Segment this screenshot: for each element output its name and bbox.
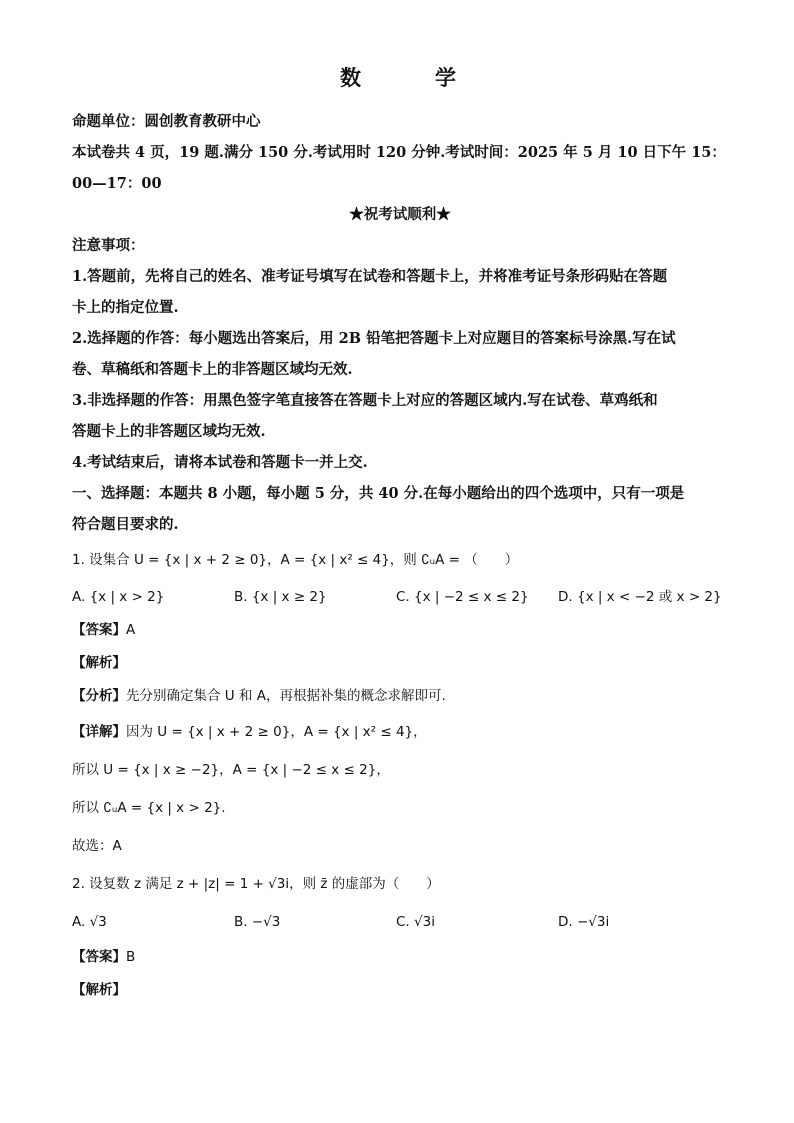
exam-info-line-1: 本试卷共 4 页，19 题.满分 150 分.考试用时 120 分钟.考试时间：2025 年 5 月 10 日下午 15：: [72, 144, 726, 161]
note-3-line-2: 答题卡上的非答题区域均无效.: [72, 423, 266, 440]
title-char-1: 数: [340, 65, 365, 90]
question-1-fenxi: [72, 680, 728, 713]
page-title: [72, 62, 728, 92]
question-2-analysis-tag: 【解析】: [72, 982, 126, 998]
note-1-line-2: 卡上的指定位置.: [72, 299, 179, 316]
question-2-option-b: B. −√3: [234, 914, 281, 930]
section-heading-line-2: 符合题目要求的.: [72, 516, 179, 533]
question-1-option-d: D. {x | x < −2 或 x > 2}: [558, 589, 722, 605]
question-2-stem: 2. 设复数 z 满足 z + |z| = 1 + √3i，则 z̄ 的虚部为（ ）: [72, 876, 440, 892]
fenxi-tag: 【分析】: [72, 688, 126, 704]
question-1-step-3: 所以 ∁ᵤA = {x | x > 2}.: [72, 800, 226, 816]
title-char-2: 学: [435, 65, 460, 90]
answer-tag: 【答案】: [72, 949, 126, 965]
note-2-line-2: 卷、草稿纸和答题卡上的非答题区域均无效.: [72, 361, 353, 378]
question-2-answer: [72, 941, 728, 974]
detail-tag: 【详解】: [72, 724, 126, 740]
question-1-answer: [72, 614, 728, 647]
question-1-option-c: C. {x | −2 ≤ x ≤ 2}: [396, 589, 529, 605]
answer-value: A: [126, 622, 136, 638]
answer-value: B: [126, 949, 136, 965]
note-3-line-1: 3.非选择题的作答：用黑色签字笔直接答在答题卡上对应的答题区域内.写在试卷、草鸡纸和: [72, 392, 658, 409]
note-4: 4.考试结束后，请将本试卷和答题卡一并上交.: [72, 454, 368, 471]
answer-tag: 【答案】: [72, 622, 126, 638]
question-1-analysis-tag: 【解析】: [72, 655, 126, 671]
question-2-option-d: D. −√3i: [558, 914, 610, 930]
question-2-option-c: C. √3i: [396, 914, 435, 930]
question-1-stem: 1. 设集合 U = {x | x + 2 ≥ 0}，A = {x | x² ≤ 4}，则 ∁ᵤA = （ ）: [72, 552, 519, 568]
question-2-option-a: A. √3: [72, 914, 107, 930]
detail-text: 因为 U = {x | x + 2 ≥ 0}，A = {x | x² ≤ 4}，: [126, 724, 427, 740]
question-1-step-2: 所以 U = {x | x ≥ −2}，A = {x | −2 ≤ x ≤ 2}，: [72, 762, 390, 778]
question-1-option-a: A. {x | x > 2}: [72, 589, 165, 605]
exam-info-line-2: 00—17：00: [72, 175, 162, 192]
note-1-line-1: 1.答题前，先将自己的姓名、准考证号填写在试卷和答题卡上，并将准考证号条形码贴在答题: [72, 268, 668, 285]
note-2-line-1: 2.选择题的作答：每小题选出答案后，用 2B 铅笔把答题卡上对应题目的答案标号涂黑.写在试: [72, 330, 676, 347]
question-1-options: [72, 580, 728, 614]
good-luck-banner: ★祝考试顺利★: [349, 206, 451, 223]
question-1-detail: [72, 713, 728, 751]
question-2-options: [72, 903, 728, 941]
fenxi-text: 先分别确定集合 U 和 A，再根据补集的概念求解即可.: [126, 688, 446, 704]
question-1-choose: 故选：A: [72, 838, 122, 854]
exam-unit: 命题单位：圆创教育教研中心: [72, 113, 261, 130]
section-heading-line-1: 一、选择题：本题共 8 小题，每小题 5 分，共 40 分.在每小题给出的四个选项中，只有一项是: [72, 485, 685, 502]
exam-page: [72, 62, 728, 1007]
notes-heading: 注意事项：: [72, 237, 145, 254]
question-1-option-b: B. {x | x ≥ 2}: [234, 589, 327, 605]
